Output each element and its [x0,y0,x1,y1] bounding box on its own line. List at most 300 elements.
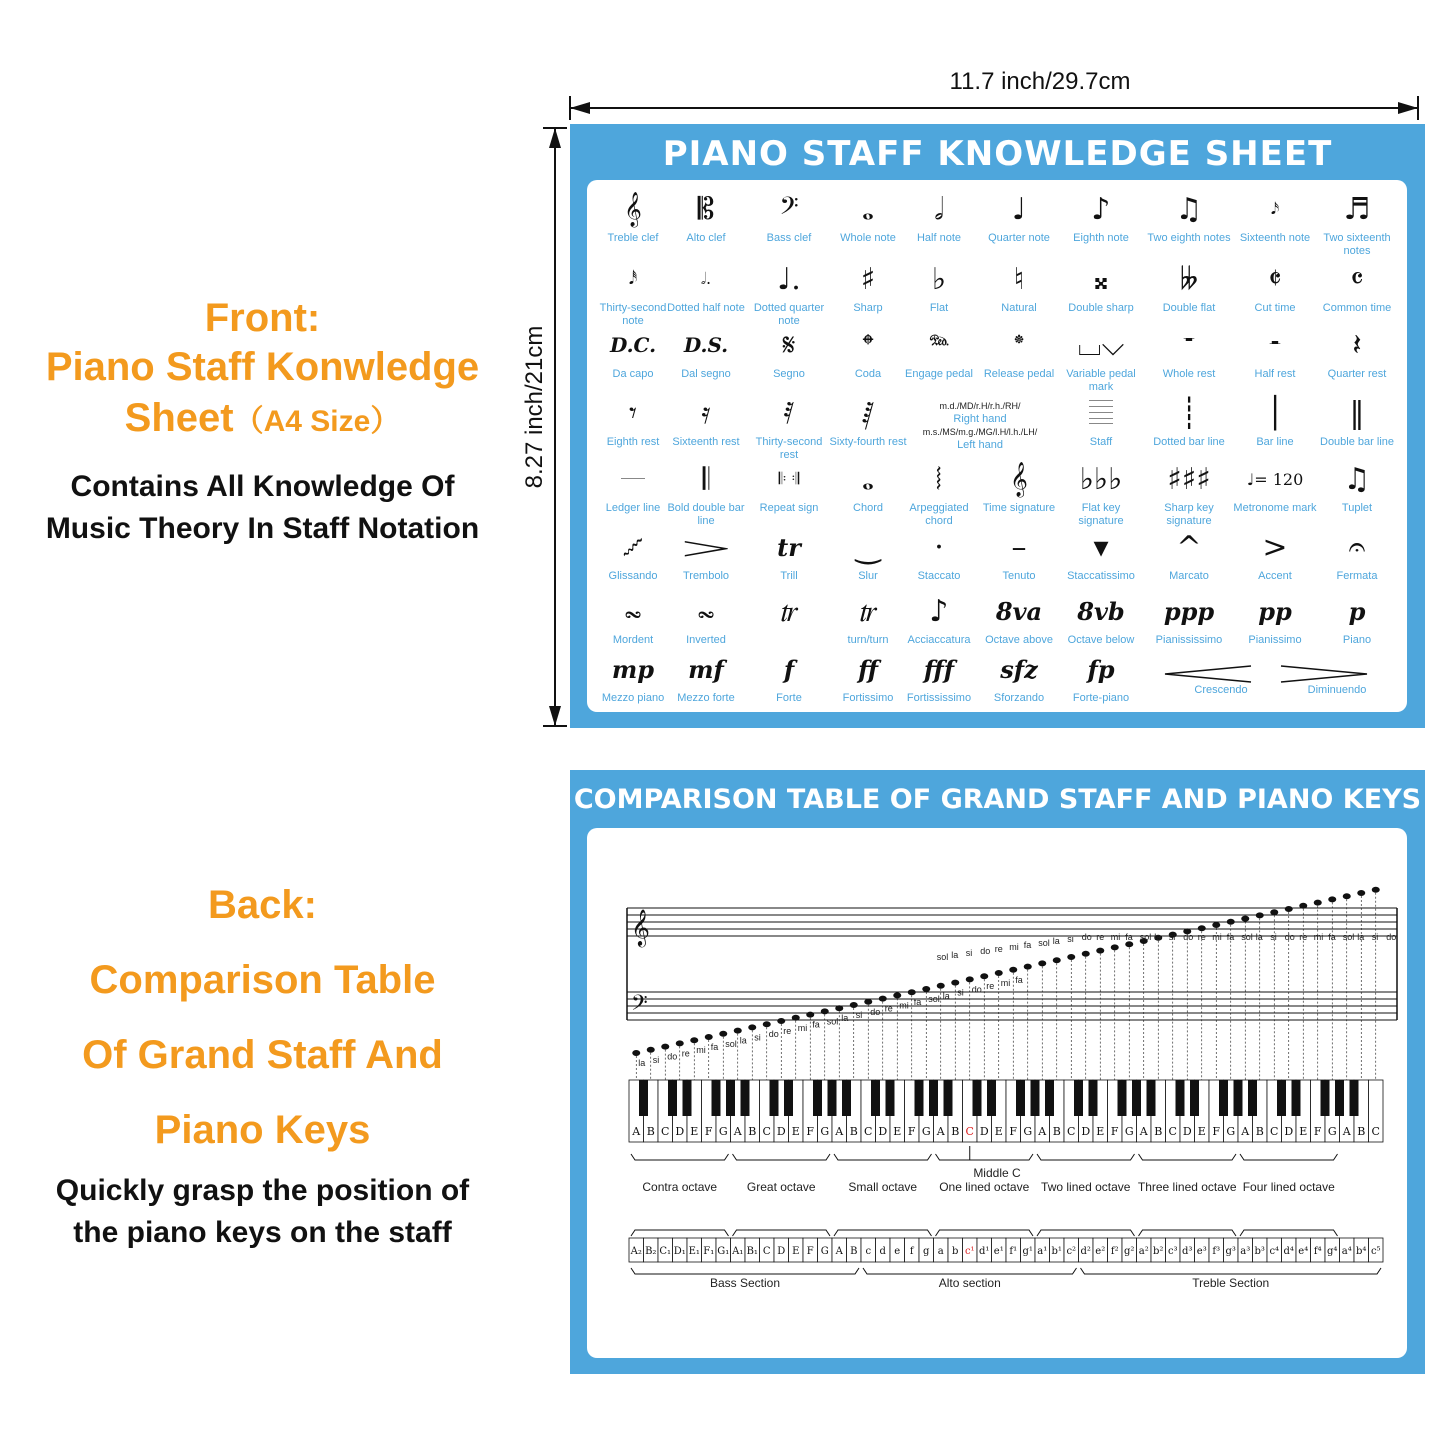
front-label: Front: [204,296,321,340]
solfege-label: mi [1313,932,1324,942]
width-label: 11.7 inch/29.7cm [949,68,1131,95]
white-key-label: G [1327,1125,1337,1138]
symbol-cell [747,646,831,705]
pitch-name: e¹ [993,1246,1004,1257]
symbol-cell [1059,256,1143,315]
black-key [741,1080,750,1116]
note-head [777,1018,785,1024]
pitch-name: A₁ [732,1246,744,1257]
pitch-name: d [879,1246,886,1257]
symbol-cell [1315,456,1399,515]
symbol-label: Engage pedal [905,368,973,380]
symbol-cell [1147,588,1231,647]
symbol-cell [897,646,981,705]
symbol-cell [1315,524,1399,583]
symbol-cell [1315,588,1399,647]
black-key [871,1080,880,1116]
solfege-label: si [855,1010,863,1020]
symbol-label: Tuplet [1341,502,1373,514]
symbol-cell [1233,588,1317,647]
white-key-label: G [820,1125,830,1138]
symbol-cell [747,322,831,381]
symbol-label: Coda [854,368,882,380]
black-key [784,1080,793,1116]
symbol-label: Pianississimo [1155,634,1223,646]
note-head [1256,912,1264,918]
pitch-name: f³ [1212,1246,1221,1257]
pitch-name: G [820,1246,829,1257]
music-symbol-icon: mf [688,654,724,684]
symbol-cell [977,524,1061,583]
symbol-label: Release pedal [983,368,1055,380]
black-key [1147,1080,1156,1116]
solfege-label: do [667,1051,678,1062]
music-symbol-icon: 𝅝 [862,191,874,227]
symbol-cell [897,456,981,528]
black-key [886,1080,895,1116]
symbol-label: Ledger line [605,502,661,514]
symbol-label: Forte [776,692,802,704]
solfege-label: mi [797,1022,808,1033]
music-symbol-icon: 𝅗𝅥. [700,269,712,288]
music-symbol-icon: D.S. [683,333,729,357]
music-symbol-icon: 𝄾 [629,395,637,431]
symbol-label: Bass clef [766,232,812,244]
music-symbol-icon: 𝄻 [1183,327,1195,363]
white-key-label: E [1299,1125,1308,1138]
black-key [1190,1080,1199,1116]
pitch-name: f² [1110,1246,1119,1257]
white-key-label: E [994,1125,1003,1138]
hand-notes [905,400,1055,452]
solfege-label: do [1386,932,1397,942]
solfege-label: do [980,946,991,956]
music-symbol-icon: 𝄌 [862,327,874,363]
solfege-label: sol [936,952,949,962]
symbol-cell [897,256,981,315]
note-head [1082,951,1090,957]
music-symbol-icon: 𝄡 [697,191,715,227]
symbol-label: Cut time [1254,302,1296,314]
music-symbol-icon: 𝄿 [701,395,711,431]
music-symbol-icon: 𝄋 [782,327,796,363]
symbol-label: Two eighth notes [1147,232,1231,244]
symbol-cell [591,524,675,583]
note-head [951,980,959,986]
symbol-cell [1233,256,1317,315]
white-key-label: B [849,1125,858,1138]
pitch-bracket [733,1230,831,1236]
black-key [1176,1080,1185,1116]
music-symbol-icon: 𝄴 [1350,261,1364,297]
white-key-label: G [718,1125,728,1138]
back-sheet-panel [570,770,1425,1374]
symbol-label: Fortississimo [906,692,972,704]
white-key-label: F [1313,1125,1322,1138]
back-sheet-content [587,828,1407,1358]
music-symbol-icon: 𝄫 [1179,261,1199,297]
symbol-cell [747,524,831,583]
white-key-label: F [907,1125,916,1138]
symbol-label: Staff [1089,436,1113,448]
solfege-label: fa [913,997,922,1008]
white-key-label: B [951,1125,960,1138]
symbol-label: Alto clef [686,232,726,244]
solfege-label: sol [725,1038,737,1049]
pitch-name: g² [1124,1246,1135,1257]
symbol-label: Arpeggiated chord [909,502,969,527]
note-head [864,999,872,1005]
symbol-label: Dotted half note [667,302,745,314]
symbol-cell [664,646,748,705]
solfege-label: mi [899,1000,909,1011]
black-key [1292,1080,1301,1116]
pitch-name: g⁴ [1327,1246,1338,1257]
music-symbol-icon: ‖ [1349,395,1365,431]
white-key-label: A [733,1125,742,1138]
music-symbol-icon: 𝅁 [861,395,875,431]
back-label: Back: [208,883,317,927]
black-key [1350,1080,1359,1116]
black-key [828,1080,837,1116]
black-key [1234,1080,1243,1116]
pitch-name: b³ [1254,1246,1265,1257]
note-head [1009,967,1017,973]
right-hand-label: Right hand [953,413,1007,425]
music-symbol-icon: ♬ [1343,191,1371,227]
symbol-cell [1233,524,1317,583]
pitch-name: B₁ [746,1246,758,1257]
solfege-label: do [1284,932,1295,942]
front-desc-2: Music Theory In Staff Notation [45,512,480,545]
symbol-cell [664,322,748,381]
pitch-name: f⁴ [1313,1246,1322,1257]
pitch-name: a [937,1246,944,1257]
solfege-label: la [1154,932,1162,942]
pitch-name: E₁ [688,1246,700,1257]
music-symbol-icon: pp [1258,596,1292,626]
symbol-cell [747,186,831,245]
note-head [1328,896,1336,902]
front-title-sheet: Sheet [124,396,234,440]
music-symbol-icon: 𝄖 [621,461,645,497]
solfege-label: sol [826,1016,839,1027]
note-head [806,1012,814,1018]
solfege-label: la [638,1058,646,1068]
white-key-label: C [661,1125,670,1138]
music-symbol-icon: ff [858,654,878,684]
section-bracket [1081,1268,1382,1274]
octave-label: One lined octave [939,1180,1030,1194]
solfege-label: re [1299,932,1308,942]
solfege-label: re [986,981,995,992]
music-symbol-icon: │ [1265,395,1285,431]
symbol-cell [591,646,675,705]
symbol-label: Piano [1342,634,1372,646]
left-hand-abbrev: m.s./MS/m.g./MG/l.H/l.h./LH/ [922,427,1038,437]
music-symbol-icon: ♩= 120 [1246,469,1304,489]
solfege-label: fa [1226,932,1235,942]
solfege-label: la [1052,936,1060,946]
symbol-label: Bar line [1256,436,1294,448]
pitch-name: d⁴ [1283,1246,1294,1257]
music-symbol-icon: ♮ [1013,261,1025,297]
music-symbol-icon: 𝄽 [1352,327,1362,363]
symbol-label: Accent [1258,570,1292,582]
white-key-label: C [1067,1125,1076,1138]
section-label: Treble Section [1081,1276,1382,1290]
music-symbol-icon: D.C. [609,333,657,357]
solfege-label: fa [812,1019,820,1030]
white-key-label: D [675,1125,685,1138]
section-label: Alto section [863,1276,1077,1290]
note-head [821,1008,829,1014]
pitch-name: C₁ [659,1246,672,1257]
pitch-name: c¹ [964,1246,975,1257]
note-head [1299,903,1307,909]
music-symbol-icon: 8vb [1077,596,1125,626]
note-head [719,1031,727,1037]
solfege-label: si [1270,932,1277,942]
pitch-name: f¹ [1009,1246,1018,1257]
symbol-cell [747,390,831,462]
octave-label: Four lined octave [1242,1180,1335,1194]
symbol-cell [664,186,748,245]
octave-label: Great octave [746,1180,816,1194]
solfege-label: do [971,984,982,995]
symbol-label: Time signature [982,502,1056,514]
pitch-name: C [762,1246,771,1257]
pitch-name: F [806,1246,814,1257]
symbol-label: Chord [853,502,883,514]
note-head [937,983,945,989]
music-symbol-icon: ^ [1176,529,1202,565]
octave-bracket [1139,1154,1237,1160]
symbol-label: Quarter note [988,232,1050,244]
white-key-label: A [936,1125,945,1138]
pitch-name: B₂ [645,1246,657,1257]
symbol-cell [664,456,748,528]
music-symbol-icon: ♩ [1011,191,1027,227]
note-head [1067,954,1075,960]
symbol-label: Octave above [985,634,1053,646]
symbol-label: Sforzando [993,692,1045,704]
symbol-label: Flat [929,302,949,314]
symbol-cell [591,256,675,328]
note-head [980,973,988,979]
symbol-label: Diminuendo [1307,684,1367,696]
black-key [1089,1080,1098,1116]
symbol-label: Eighth note [1073,232,1129,244]
symbol-label: Staccato [917,570,961,582]
symbol-cell [747,456,831,515]
note-head [647,1047,655,1053]
symbol-cell [1315,322,1399,381]
black-key [929,1080,938,1116]
note-head [1212,922,1220,928]
black-key [668,1080,677,1116]
symbol-label: Treble clef [607,232,659,244]
symbol-label: Repeat sign [759,502,819,514]
pitch-name: e⁴ [1298,1246,1309,1257]
music-symbol-icon: 𝄼 [1269,327,1281,363]
symbol-cell [1059,524,1143,583]
black-key [915,1080,924,1116]
note-head [1053,957,1061,963]
pitch-name: b [952,1246,959,1257]
white-key-label: C [965,1125,974,1138]
symbol-label: Sixteenth note [1239,232,1311,244]
music-symbol-icon: 𝄞 [1010,461,1028,497]
pitch-name: D [777,1246,786,1257]
symbol-label: Fortissimo [842,692,894,704]
note-head [1357,890,1365,896]
white-key-label: B [1154,1125,1163,1138]
music-symbol-icon: 𝆗 [697,593,715,629]
note-head [1285,906,1293,912]
note-head [1314,900,1322,906]
pitch-name: c⁵ [1370,1246,1381,1257]
solfege-label: sol [928,994,940,1004]
white-key-label: F [1009,1125,1018,1138]
symbol-cell [1059,322,1143,394]
symbol-label: Natural [1001,302,1037,314]
solfege-label: re [1096,932,1105,942]
solfege-label: si [965,948,973,958]
solfege-label: si [652,1054,660,1065]
left-hand-label: Left hand [957,439,1003,451]
symbol-label: Pianissimo [1248,634,1302,646]
back-sheet-title: COMPARISON TABLE OF GRAND STAFF AND PIANO KEYS [573,784,1422,815]
music-symbol-icon: 𝄞 [624,191,642,227]
symbol-cell [1315,186,1399,258]
symbol-label: Sharp [853,302,883,314]
pitch-name: e [894,1246,901,1257]
white-key-label: B [1255,1125,1264,1138]
music-symbol-icon: 𝅘𝅥𝅯 [1270,199,1280,218]
pitch-name: d¹ [979,1246,990,1257]
black-key [770,1080,779,1116]
solfege-label: la [1255,932,1263,942]
symbol-label: Whole rest [1162,368,1216,380]
music-symbol-icon: ▾ [1093,529,1109,565]
note-head [850,1002,858,1008]
symbol-label: Segno [773,368,805,380]
pitch-name: a⁴ [1341,1246,1352,1257]
white-key-label: G [1124,1125,1134,1138]
symbol-cell [1233,456,1317,515]
music-symbol-icon: 𝄢 [779,191,799,227]
pitch-name: d² [1080,1246,1091,1257]
treble-clef-icon: 𝄞 [631,908,650,946]
note-head [792,1015,800,1021]
symbol-label: Trembolo [682,570,730,582]
symbol-cell [664,588,748,647]
pitch-name: d³ [1182,1246,1193,1257]
music-symbol-icon: mp [611,654,655,684]
symbol-label: Glissando [608,570,658,582]
symbol-cell [977,456,1061,515]
white-key-label: D [878,1125,888,1138]
pitch-name: g [923,1246,930,1257]
front-title-2 [0,396,525,441]
solfege-label: re [1197,932,1206,942]
symbol-cell [1147,322,1231,381]
music-symbol-icon: tr [777,532,801,562]
music-symbol-icon: 𝆗 [624,593,642,629]
black-key [1031,1080,1040,1116]
solfege-label: la [739,1035,747,1046]
music-symbol-icon: ♪ [1091,191,1111,227]
diminuendo-icon [1281,666,1367,682]
symbol-cell [1147,186,1231,245]
note-head [734,1028,742,1034]
note-head [1343,893,1351,899]
symbol-cell [591,588,675,647]
music-symbol-icon: ♩. [777,261,801,297]
symbol-label: Tenuto [1002,570,1036,582]
octave-label: Three lined octave [1137,1180,1237,1194]
pitch-name: a³ [1240,1246,1251,1257]
note-head [1372,887,1380,893]
solfege-label: re [783,1026,792,1036]
symbol-label: Inverted [686,634,726,646]
pitch-bracket [1240,1230,1338,1236]
symbol-cell [977,588,1061,647]
pitch-bracket [834,1230,932,1236]
symbol-label: Thirty-second rest [755,436,823,461]
symbol-label: Double flat [1162,302,1216,314]
white-key-label: F [806,1125,815,1138]
symbol-cell [1147,390,1231,449]
pitch-name: e² [1095,1246,1106,1257]
pitch-name: E [792,1246,800,1257]
symbol-cell [826,390,910,449]
solfege-label: mi [696,1045,706,1056]
white-key-label: D [1284,1125,1294,1138]
symbol-cell [1147,256,1231,315]
music-symbol-icon: ‿ [855,529,881,565]
pitch-name: A [835,1246,843,1257]
front-title-1: Piano Staff Konwledge [45,345,480,389]
solfege-label: do [1081,932,1092,942]
symbol-cell [1315,256,1399,315]
octave-bracket [631,1154,729,1160]
music-symbol-icon: sfz [1000,654,1038,684]
white-key-label: D [1182,1125,1192,1138]
pitch-name: f [909,1246,914,1257]
pitch-name: c⁴ [1269,1246,1280,1257]
symbol-cell [1059,588,1143,647]
right-hand-abbrev: m.d./MD/r.H/r.h./RH/ [939,401,1021,411]
note-head [966,976,974,982]
solfege-label: si [754,1032,761,1043]
note-head [676,1040,684,1046]
solfege-label: fa [710,1042,719,1052]
music-symbol-icon: 𝆯 [1014,327,1024,363]
solfege-label: si [1067,934,1074,944]
symbol-label: turn/turn [847,634,889,646]
symbol-cell [1233,322,1317,381]
note-head [922,986,930,992]
white-key-label: G [921,1125,931,1138]
octave-bracket [936,1154,1034,1160]
symbol-label: Mezzo piano [601,692,665,704]
symbol-label: Acciaccatura [907,634,971,646]
pitch-bracket [936,1230,1034,1236]
symbol-cell [664,524,748,583]
solfege-label: fa [1125,932,1133,942]
